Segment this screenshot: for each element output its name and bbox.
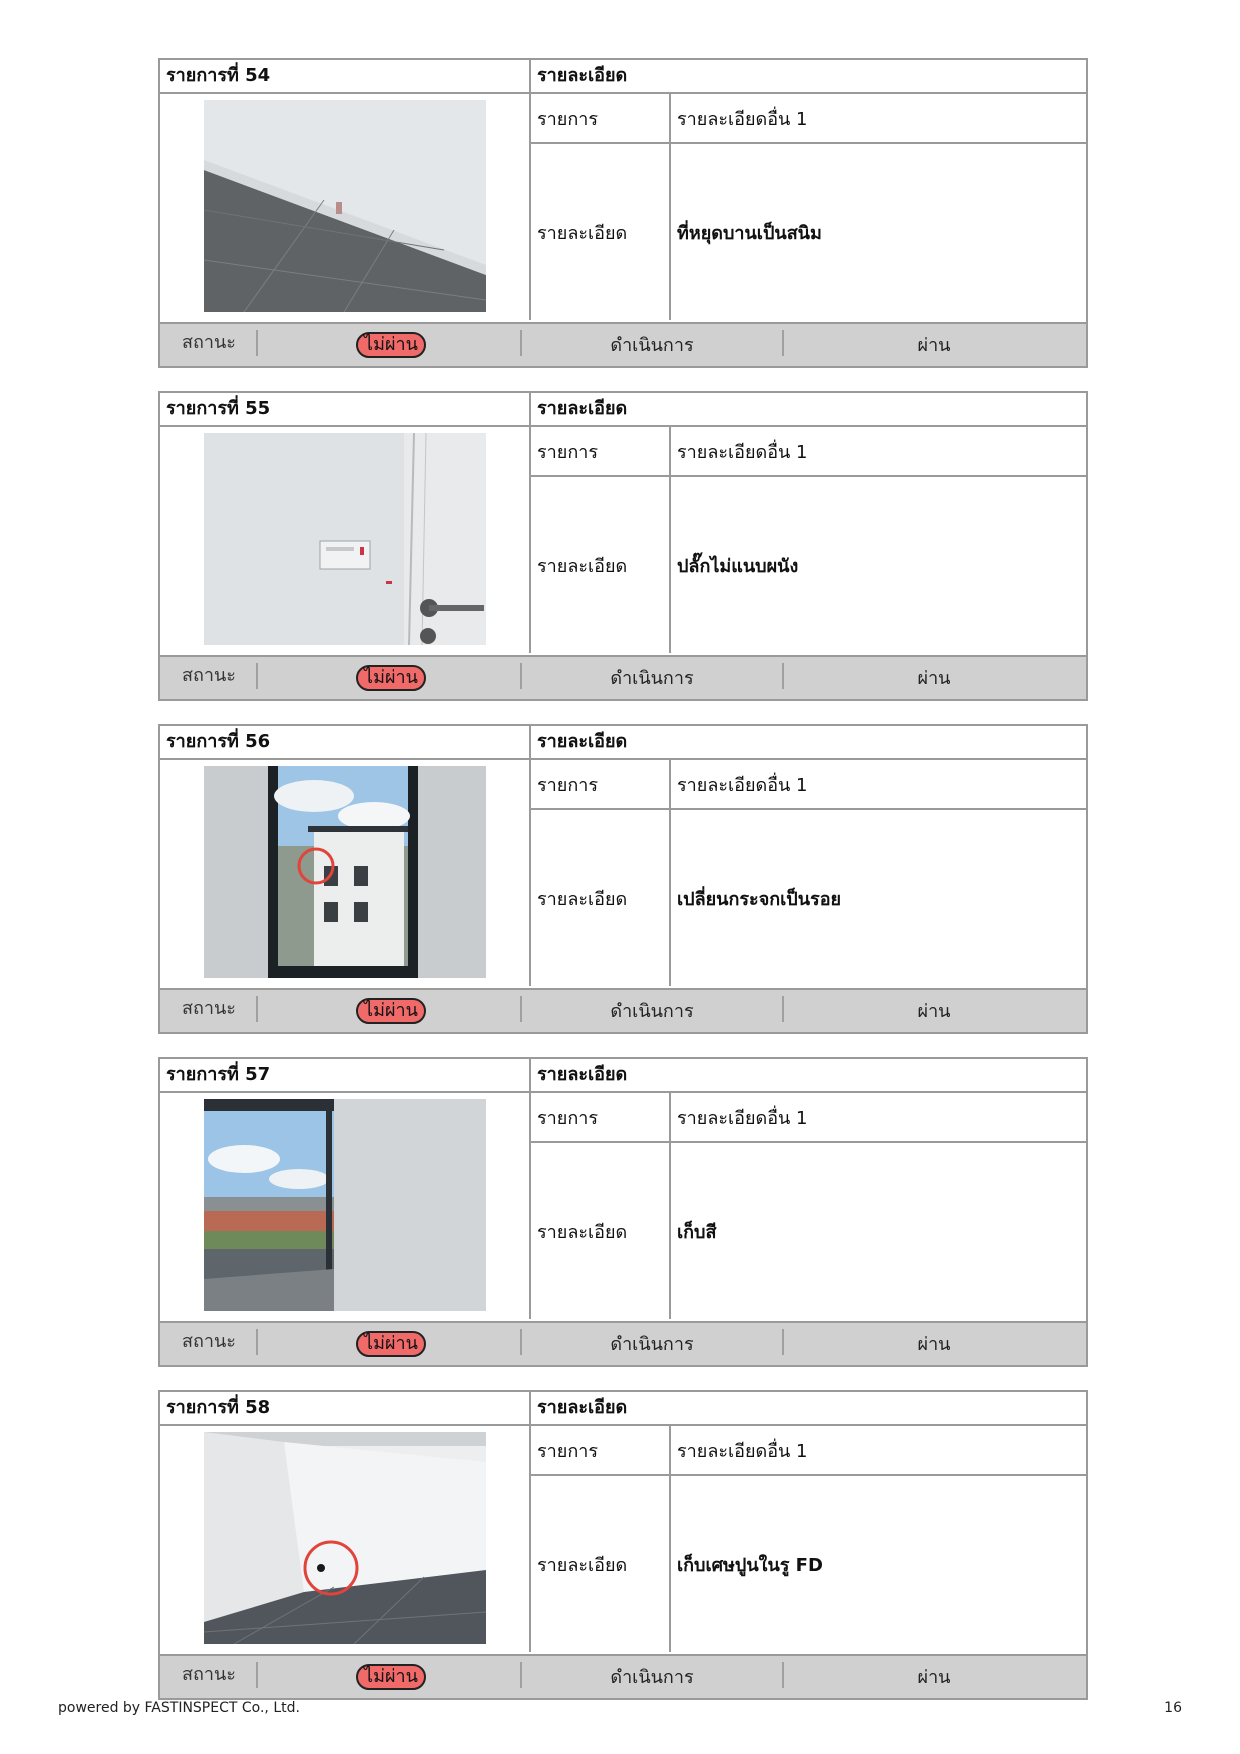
detail-row bbox=[531, 1143, 1086, 1319]
detail-row bbox=[531, 144, 1086, 320]
in-progress-button[interactable]: ดำเนินการ bbox=[610, 668, 694, 689]
in-progress-button[interactable]: ดำเนินการ bbox=[610, 335, 694, 356]
photo-cell bbox=[160, 760, 531, 986]
pass-button[interactable]: ผ่าน bbox=[917, 1001, 951, 1022]
item-row bbox=[531, 1093, 1086, 1143]
in-progress-button[interactable]: ดำเนินการ bbox=[610, 1667, 694, 1688]
inspection-photo[interactable] bbox=[204, 433, 486, 645]
status-fail-button[interactable]: ไม่ผ่าน bbox=[356, 332, 426, 358]
item-value: รายละเอียดอื่น 1 bbox=[677, 774, 808, 796]
pass-button[interactable]: ผ่าน bbox=[917, 1334, 951, 1355]
detail-value: ที่หยุดบานเป็นสนิม bbox=[677, 222, 822, 244]
status-bar bbox=[160, 322, 1086, 366]
photo-cell bbox=[160, 427, 531, 653]
detail-value: ปลั๊กไม่แนบผนัง bbox=[677, 555, 799, 577]
detail-header: รายละเอียด bbox=[531, 726, 1086, 760]
separator bbox=[256, 996, 258, 1022]
inspection-card-56 bbox=[158, 724, 1088, 1034]
inspection-card-57 bbox=[158, 1057, 1088, 1367]
status-fail-button[interactable]: ไม่ผ่าน bbox=[356, 1331, 426, 1357]
status-bar bbox=[160, 655, 1086, 699]
pass-button[interactable]: ผ่าน bbox=[917, 1667, 951, 1688]
item-label: รายการ bbox=[531, 94, 671, 142]
separator bbox=[256, 663, 258, 689]
detail-row bbox=[531, 477, 1086, 653]
item-row bbox=[531, 1426, 1086, 1476]
status-label: สถานะ bbox=[182, 1331, 236, 1352]
detail-label: รายละเอียด bbox=[531, 1143, 671, 1319]
status-label: สถานะ bbox=[182, 332, 236, 353]
status-label: สถานะ bbox=[182, 1664, 236, 1685]
item-row bbox=[531, 94, 1086, 144]
separator bbox=[256, 330, 258, 356]
detail-row bbox=[531, 810, 1086, 986]
inspection-card-55 bbox=[158, 391, 1088, 701]
separator bbox=[256, 1329, 258, 1355]
item-label: รายการ bbox=[531, 760, 671, 808]
item-title: รายการที่ 56 bbox=[160, 726, 531, 760]
detail-label: รายละเอียด bbox=[531, 477, 671, 653]
detail-value: เก็บเศษปูนในรู FD bbox=[677, 1554, 823, 1576]
detail-label: รายละเอียด bbox=[531, 1476, 671, 1652]
item-value: รายละเอียดอื่น 1 bbox=[677, 108, 808, 130]
item-label: รายการ bbox=[531, 1093, 671, 1141]
item-label: รายการ bbox=[531, 1426, 671, 1474]
status-bar bbox=[160, 988, 1086, 1032]
inspection-photo[interactable] bbox=[204, 100, 486, 312]
in-progress-button[interactable]: ดำเนินการ bbox=[610, 1334, 694, 1355]
status-bar bbox=[160, 1654, 1086, 1698]
item-row bbox=[531, 427, 1086, 477]
item-value: รายละเอียดอื่น 1 bbox=[677, 1440, 808, 1462]
pass-button[interactable]: ผ่าน bbox=[917, 335, 951, 356]
inspection-card-58 bbox=[158, 1390, 1088, 1700]
page-number: 16 bbox=[1164, 1700, 1182, 1716]
status-label: สถานะ bbox=[182, 665, 236, 686]
photo-cell bbox=[160, 1093, 531, 1319]
in-progress-button[interactable]: ดำเนินการ bbox=[610, 1001, 694, 1022]
status-bar bbox=[160, 1321, 1086, 1365]
item-row bbox=[531, 760, 1086, 810]
separator bbox=[256, 1662, 258, 1688]
item-label: รายการ bbox=[531, 427, 671, 475]
item-title: รายการที่ 58 bbox=[160, 1392, 531, 1426]
detail-value: เปลี่ยนกระจกเป็นรอย bbox=[677, 888, 842, 910]
detail-header: รายละเอียด bbox=[531, 393, 1086, 427]
status-fail-button[interactable]: ไม่ผ่าน bbox=[356, 1664, 426, 1690]
detail-value: เก็บสี bbox=[677, 1221, 717, 1243]
item-title: รายการที่ 57 bbox=[160, 1059, 531, 1093]
item-title: รายการที่ 54 bbox=[160, 60, 531, 94]
inspection-photo[interactable] bbox=[204, 766, 486, 978]
detail-label: รายละเอียด bbox=[531, 810, 671, 986]
pass-button[interactable]: ผ่าน bbox=[917, 668, 951, 689]
detail-row bbox=[531, 1476, 1086, 1652]
status-label: สถานะ bbox=[182, 998, 236, 1019]
item-title: รายการที่ 55 bbox=[160, 393, 531, 427]
photo-cell bbox=[160, 94, 531, 320]
photo-cell bbox=[160, 1426, 531, 1652]
inspection-photo[interactable] bbox=[204, 1432, 486, 1644]
inspection-card-54 bbox=[158, 58, 1088, 368]
inspection-photo[interactable] bbox=[204, 1099, 486, 1311]
detail-header: รายละเอียด bbox=[531, 1392, 1086, 1426]
detail-header: รายละเอียด bbox=[531, 60, 1086, 94]
detail-header: รายละเอียด bbox=[531, 1059, 1086, 1093]
status-fail-button[interactable]: ไม่ผ่าน bbox=[356, 665, 426, 691]
item-value: รายละเอียดอื่น 1 bbox=[677, 441, 808, 463]
status-fail-button[interactable]: ไม่ผ่าน bbox=[356, 998, 426, 1024]
detail-label: รายละเอียด bbox=[531, 144, 671, 320]
footer-powered-by: powered by FASTINSPECT Co., Ltd. bbox=[58, 1700, 300, 1716]
item-value: รายละเอียดอื่น 1 bbox=[677, 1107, 808, 1129]
